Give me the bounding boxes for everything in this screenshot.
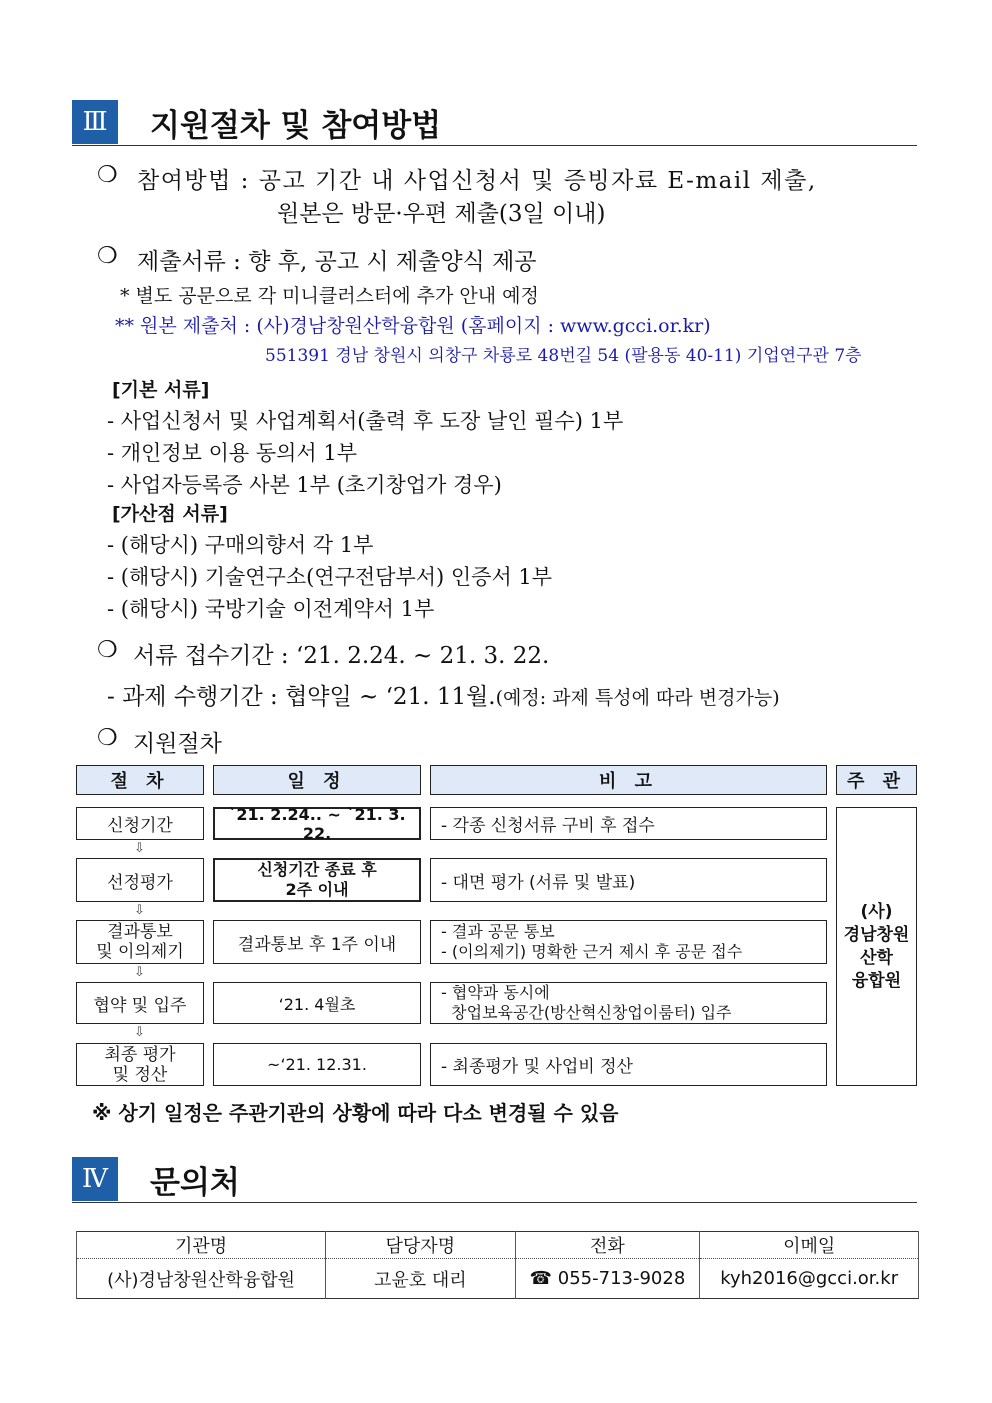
bullet: ❍ <box>97 637 118 663</box>
documents-note2: ** 원본 제출처 : (사)경남창원산학융합원 (홈페이지 : www.gcci.or.kr) <box>115 315 711 337</box>
perform-period <box>107 678 780 711</box>
section-number-4: Ⅳ <box>72 1157 118 1201</box>
down-arrow-icon: ⇩ <box>134 903 145 918</box>
note-line: - 결과 공문 통보 <box>441 922 555 941</box>
bonus-item: - (해당시) 구매의향서 각 1부 <box>107 533 374 557</box>
header-schedule: 일 정 <box>213 765 421 795</box>
participation-line2: 원본은 방문·우편 제출(3일 이내) <box>277 201 606 227</box>
header-host: 주 관 <box>836 765 917 795</box>
step-cell: 신청기간 <box>76 807 204 840</box>
schedule-cell: 신청기간 종료 후 2주 이내 <box>213 858 421 902</box>
submission-period: 서류 접수기간 : ‘21. 2.24. ~ 21. 3. 22. <box>133 643 550 669</box>
bullet: ❍ <box>97 243 118 269</box>
contact-person: 고윤호 대리 <box>326 1259 515 1299</box>
documents-address: 551391 경남 창원시 의창구 차룡로 48번길 54 (팔용동 40-11) 기업연구관 7층 <box>265 346 862 366</box>
down-arrow-icon: ⇩ <box>134 841 145 856</box>
contact-org: (사)경남창원산학융합원 <box>77 1259 326 1299</box>
participation-line1: 참여방법 : 공고 기간 내 사업신청서 및 증빙자료 E-mail 제출, <box>137 168 817 194</box>
section-divider-3 <box>72 145 917 146</box>
bonus-item: - (해당시) 국방기술 이전계약서 1부 <box>107 597 435 621</box>
schedule-cell: ‘21. 4월초 <box>213 982 421 1024</box>
basic-item: - 사업신청서 및 사업계획서(출력 후 도장 날인 필수) 1부 <box>107 409 624 433</box>
section-number-3: Ⅲ <box>72 100 118 144</box>
contact-header: 기관명 <box>77 1232 326 1259</box>
contact-header: 담당자명 <box>326 1232 515 1259</box>
schedule-footnote: ※ 상기 일정은 주관기관의 상황에 따라 다소 변경될 수 있음 <box>92 1101 619 1125</box>
bullet: ❍ <box>97 162 118 188</box>
section-divider-4 <box>72 1202 917 1203</box>
note-cell: - 대면 평가 (서류 및 발표) <box>430 858 827 902</box>
bonus-heading: [가산점 서류] <box>112 503 228 525</box>
note-line: 창업보육공간(방산혁신창업이룸터) 입주 <box>441 1003 732 1022</box>
note-line: - 협약과 동시에 <box>441 983 550 1002</box>
note-cell <box>430 920 827 964</box>
contact-phone[interactable]: 055-713-9028 <box>557 1268 686 1289</box>
note-cell: - 최종평가 및 사업비 정산 <box>430 1043 827 1086</box>
section-title-3: 지원절차 및 참여방법 <box>150 108 442 144</box>
contact-table <box>76 1231 919 1299</box>
schedule-cell: 결과통보 후 1주 이내 <box>213 920 421 964</box>
step-cell: 선정평가 <box>76 858 204 902</box>
host-cell: (사) 경남창원 산학 융합원 <box>836 807 917 1086</box>
contact-header: 이메일 <box>700 1232 919 1259</box>
documents-note1: * 별도 공문으로 각 미니클러스터에 추가 안내 예정 <box>120 285 539 307</box>
step-cell: 최종 평가 및 정산 <box>76 1043 204 1086</box>
section-title-4: 문의처 <box>150 1165 240 1201</box>
basic-item: - 개인정보 이용 동의서 1부 <box>107 441 358 465</box>
procedure-title: 지원절차 <box>133 731 222 757</box>
down-arrow-icon: ⇩ <box>134 1025 145 1040</box>
header-note: 비 고 <box>430 765 827 795</box>
bonus-item: - (해당시) 기술연구소(연구전담부서) 인증서 1부 <box>107 565 553 589</box>
documents-line: 제출서류 : 향 후, 공고 시 제출양식 제공 <box>137 249 537 275</box>
basic-heading: [기본 서류] <box>112 379 210 401</box>
phone-icon: ☎ <box>529 1268 553 1289</box>
step-cell: 결과통보 및 이의제기 <box>76 920 204 964</box>
schedule-cell: ~‘21. 12.31. <box>213 1043 421 1086</box>
bullet: ❍ <box>97 725 118 751</box>
basic-item: - 사업자등록증 사본 1부 (초기창업가 경우) <box>107 473 502 497</box>
contact-phone-cell <box>515 1259 700 1299</box>
note-cell: - 각종 신청서류 구비 후 접수 <box>430 807 827 840</box>
contact-header: 전화 <box>515 1232 700 1259</box>
perform-period-note: (예정: 과제 특성에 따라 변경가능) <box>495 687 780 709</box>
note-cell <box>430 982 827 1024</box>
header-step: 절 차 <box>76 765 204 795</box>
contact-email[interactable]: kyh2016@gcci.or.kr <box>700 1259 919 1299</box>
perform-period-main: - 과제 수행기간 : 협약일 ~ ‘21. 11월. <box>107 684 496 710</box>
step-cell: 협약 및 입주 <box>76 982 204 1024</box>
schedule-cell: `21. 2.24.. ~ `21. 3. 22. <box>213 807 421 840</box>
down-arrow-icon: ⇩ <box>134 965 145 980</box>
note-line: - (이의제기) 명확한 근거 제시 후 공문 접수 <box>441 942 743 961</box>
